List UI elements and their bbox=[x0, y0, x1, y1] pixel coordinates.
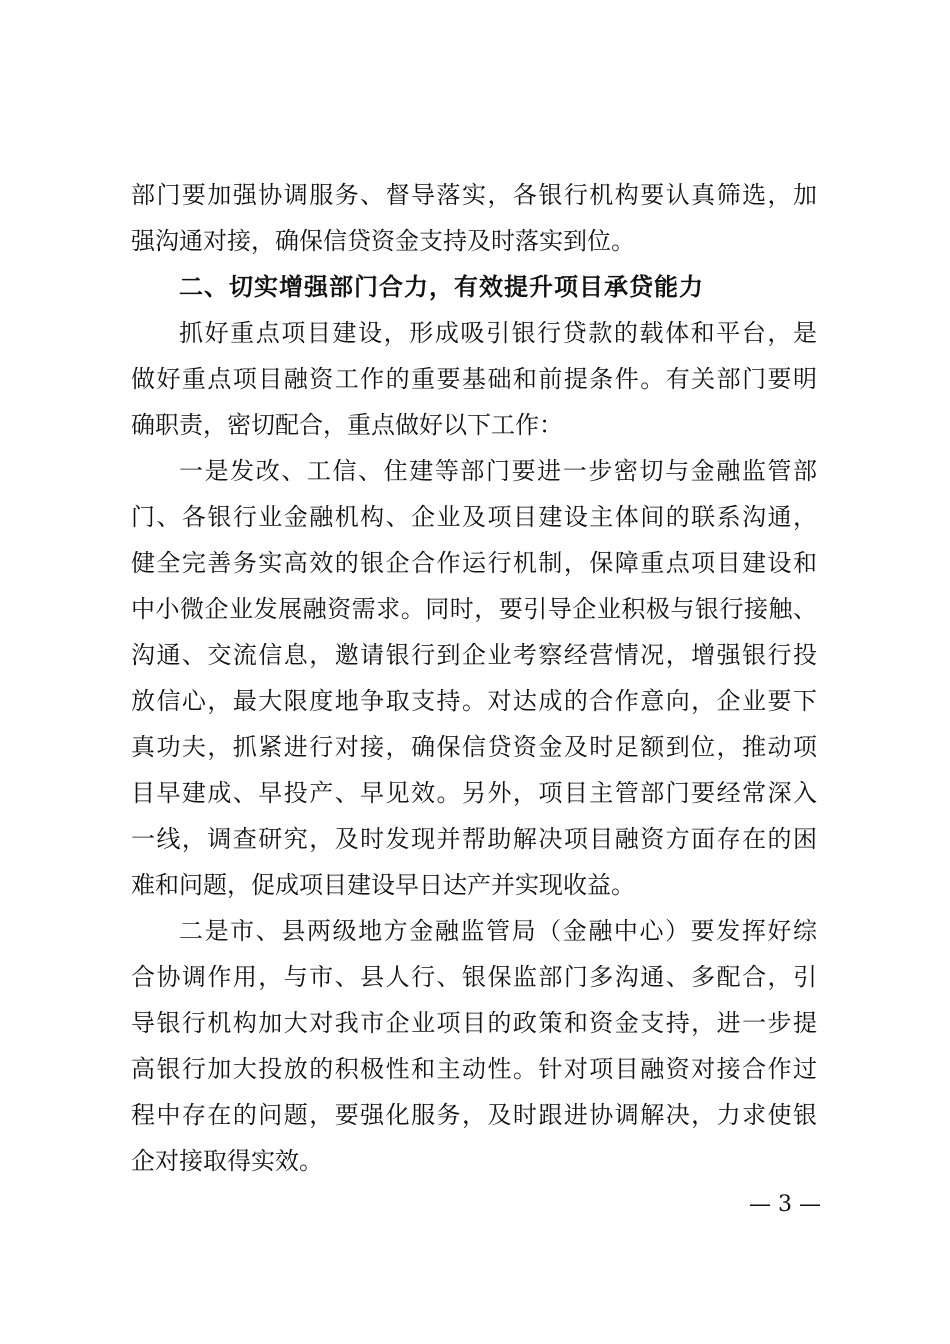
paragraph-line: 目早建成、早投产、早见效。另外，项目主管部门要经常深入 bbox=[131, 779, 817, 807]
paragraph-line: 强沟通对接，确保信贷资金支持及时落实到位。 bbox=[131, 227, 635, 255]
paragraph-line: 健全完善务实高效的银企合作运行机制，保障重点项目建设和 bbox=[131, 549, 817, 577]
paragraph-line: 二是市、县两级地方金融监管局（金融中心）要发挥好综 bbox=[179, 917, 817, 945]
paragraph-line: 做好重点项目融资工作的重要基础和前提条件。有关部门要明 bbox=[131, 365, 817, 393]
paragraph-line: 高银行加大投放的积极性和主动性。针对项目融资对接合作过 bbox=[131, 1055, 817, 1083]
page-number: — 3 — bbox=[749, 1192, 821, 1217]
paragraph-line: 一是发改、工信、住建等部门要进一步密切与金融监管部 bbox=[179, 457, 817, 485]
paragraph-line: 合协调作用，与市、县人行、银保监部门多沟通、多配合，引 bbox=[131, 963, 817, 991]
paragraph-line: 放信心，最大限度地争取支持。对达成的合作意向，企业要下 bbox=[131, 687, 817, 715]
paragraph-line: 部门要加强协调服务、督导落实，各银行机构要认真筛选，加 bbox=[131, 181, 817, 209]
paragraph-line: 真功夫，抓紧进行对接，确保信贷资金及时足额到位，推动项 bbox=[131, 733, 817, 761]
paragraph-line: 一线，调查研究，及时发现并帮助解决项目融资方面存在的困 bbox=[131, 825, 817, 853]
section-heading: 二、切实增强部门合力，有效提升项目承贷能力 bbox=[179, 273, 704, 301]
paragraph-line: 企对接取得实效。 bbox=[131, 1147, 323, 1175]
paragraph-line: 程中存在的问题，要强化服务，及时跟进协调解决，力求使银 bbox=[131, 1101, 817, 1129]
paragraph-line: 抓好重点项目建设，形成吸引银行贷款的载体和平台，是 bbox=[179, 319, 817, 347]
paragraph-line: 中小微企业发展融资需求。同时，要引导企业积极与银行接触、 bbox=[131, 595, 817, 623]
paragraph-line: 确职责，密切配合，重点做好以下工作： bbox=[131, 411, 563, 439]
paragraph-line: 难和问题，促成项目建设早日达产并实现收益。 bbox=[131, 871, 635, 899]
paragraph-line: 沟通、交流信息，邀请银行到企业考察经营情况，增强银行投 bbox=[131, 641, 817, 669]
paragraph-line: 导银行机构加大对我市企业项目的政策和资金支持，进一步提 bbox=[131, 1009, 817, 1037]
paragraph-line: 门、各银行业金融机构、企业及项目建设主体间的联系沟通， bbox=[131, 503, 817, 531]
